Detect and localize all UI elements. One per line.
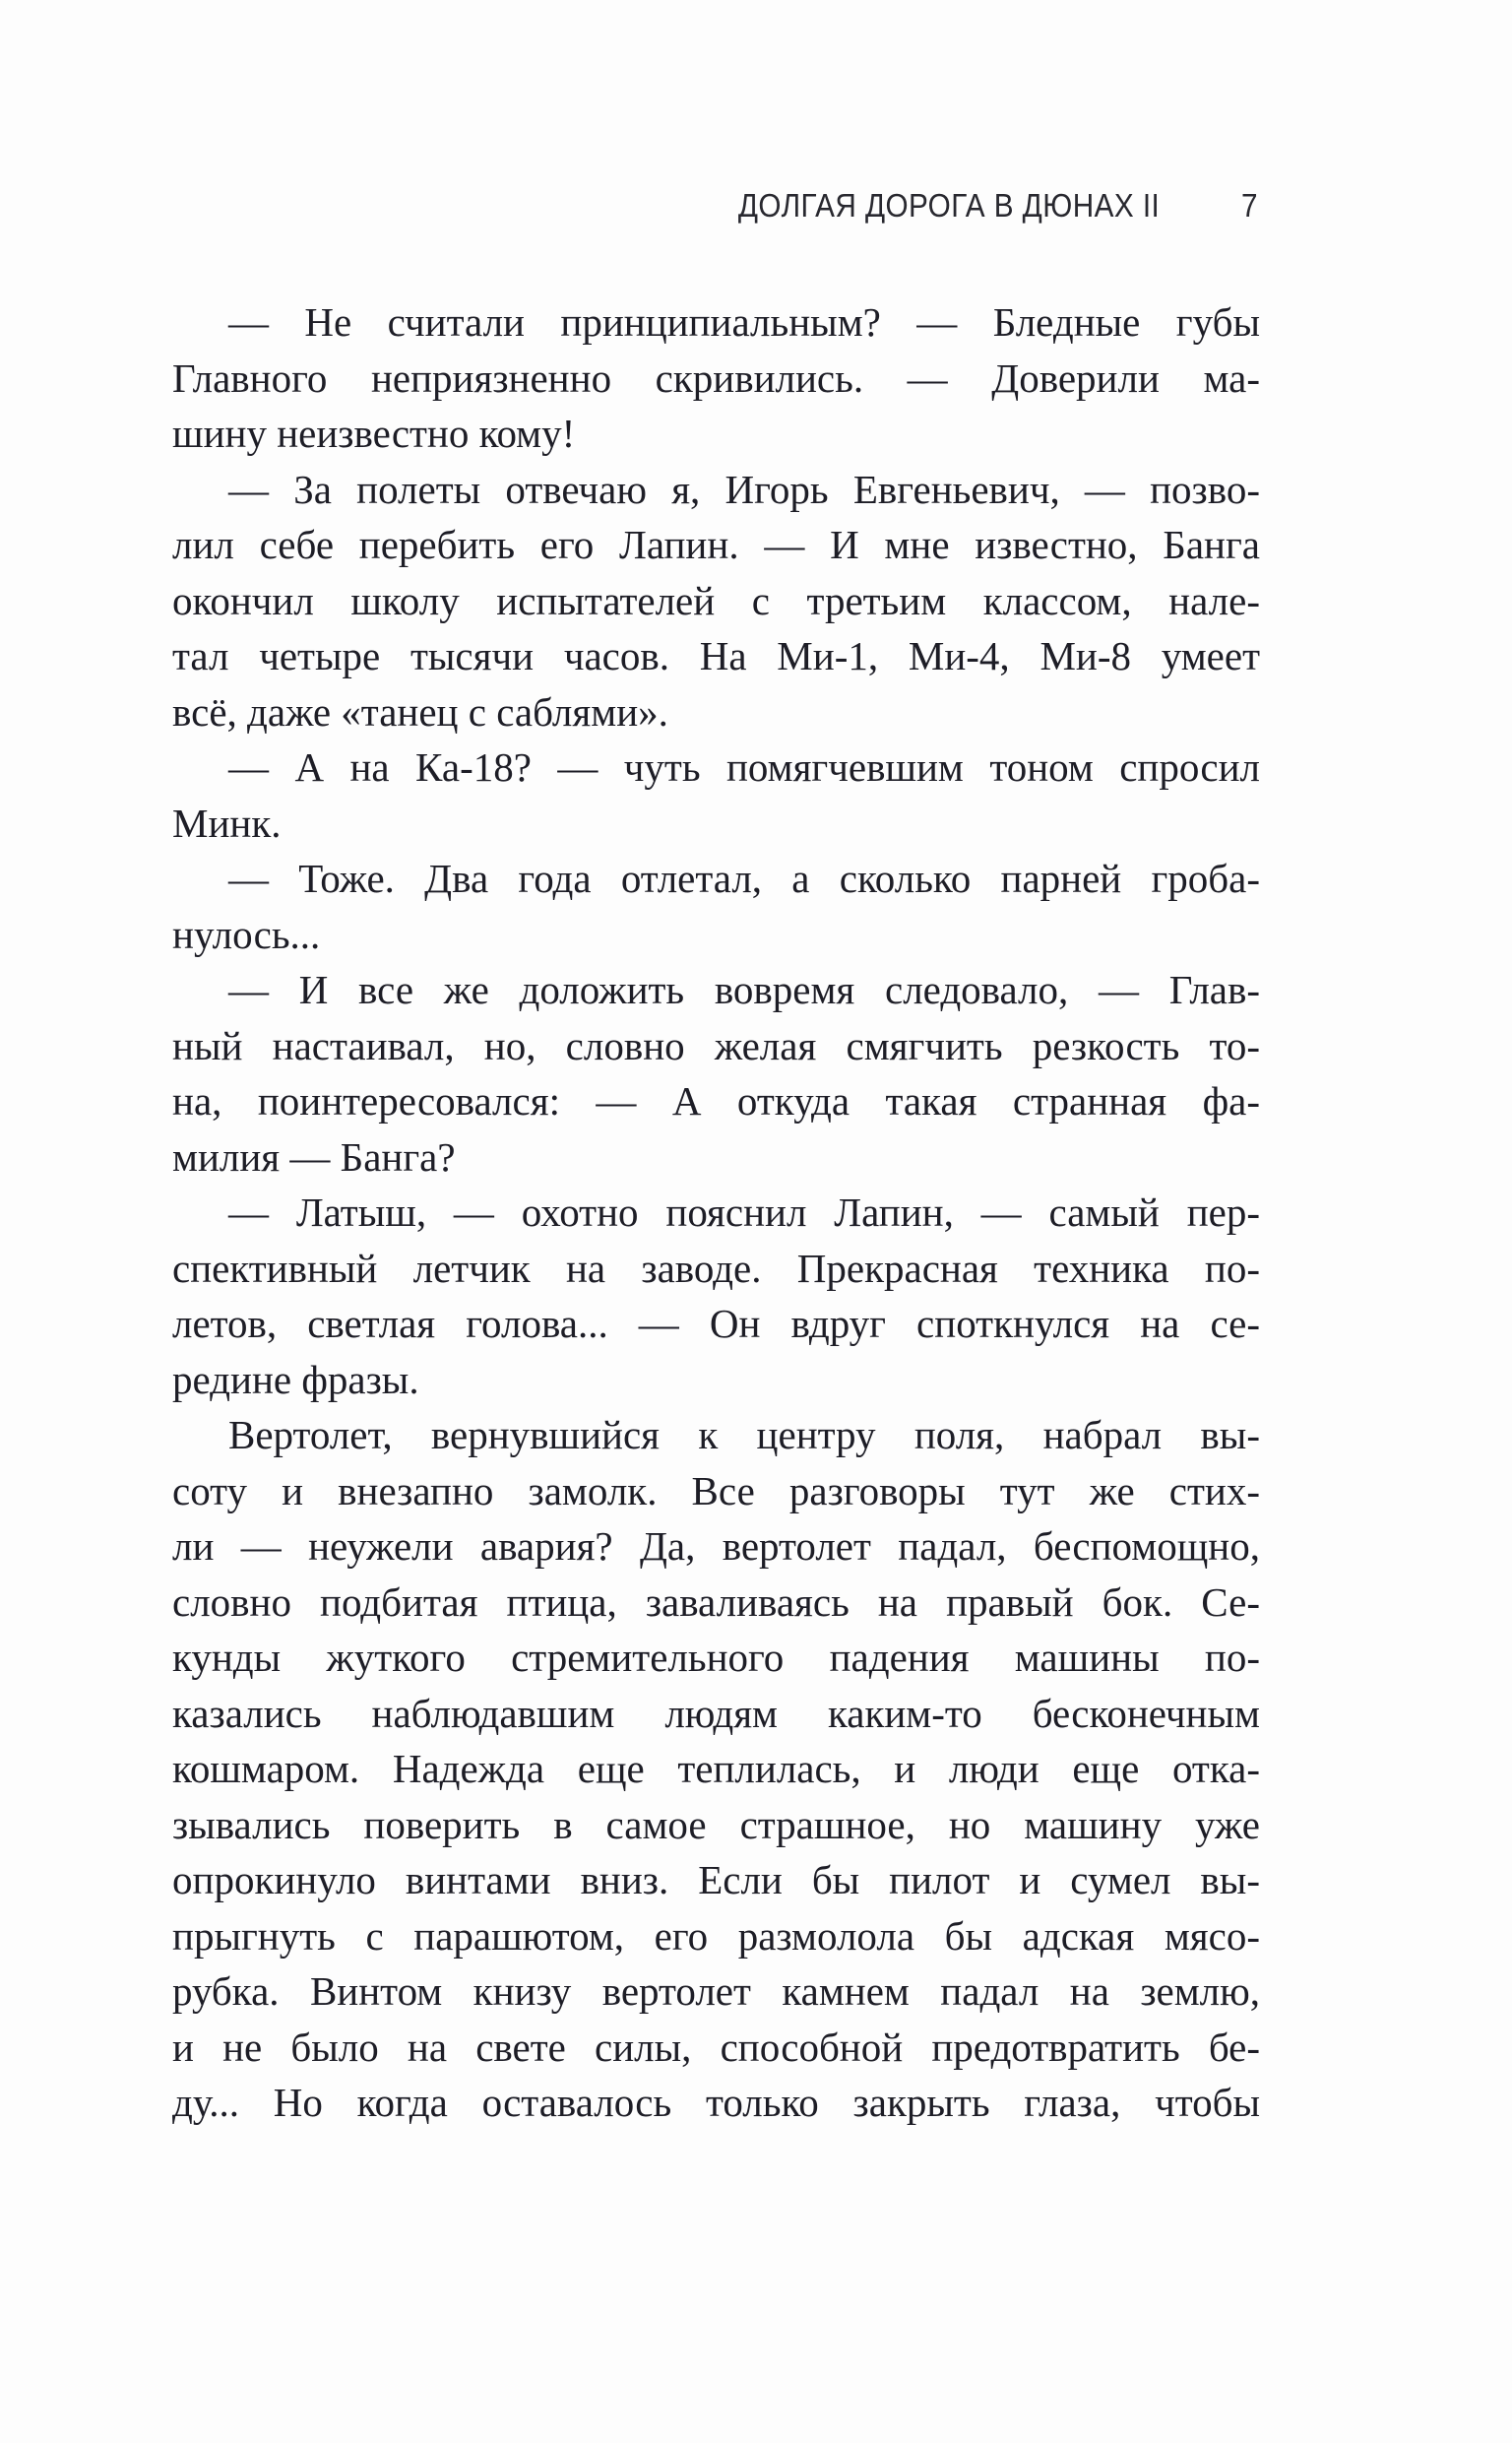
text-line: Вертолет, вернувшийся к центру поля, набрал вы-: [228, 1412, 1260, 1457]
text-line: летов, светлая голова... — Он вдруг споткнулся на се-: [172, 1301, 1260, 1346]
text-line: ный настаивал, но, словно желая смягчить резкость то-: [172, 1022, 1260, 1068]
paragraph: [172, 462, 1260, 740]
text-line: окончил школу испытателей с третьим классом, нале-: [172, 577, 1260, 623]
text-line: ли — неужели авария? Да, вертолет падал, беспомощно,: [172, 1523, 1260, 1569]
text-line: соту и внезапно замолк. Все разговоры тут же стих-: [172, 1467, 1260, 1513]
text-line: — Тоже. Два года отлетал, а сколько парней гроба-: [228, 856, 1260, 901]
text-line: и не было на свете силы, способной предотвратить бе-: [172, 2024, 1260, 2070]
text-line: — А на Ка-18? — чуть помягчевшим тоном спросил: [228, 744, 1260, 790]
text-line: Главного неприязненно скривились. — Доверили ма-: [172, 354, 1260, 401]
text-line: Минк.: [172, 800, 282, 846]
paragraph: [172, 1407, 1260, 2131]
text-line: милия — Банга?: [172, 1133, 456, 1180]
text-line: словно подбитая птица, заваливаясь на правый бок. Се-: [172, 1578, 1260, 1625]
paragraph: [172, 1185, 1260, 1407]
text-line: прыгнуть с парашютом, его размолола бы адская мясо-: [172, 1912, 1260, 1959]
text-line: кунды жуткого стремительного падения машины по-: [172, 1635, 1260, 1680]
text-line: кошмаром. Надежда еще теплилась, и люди еще отка-: [172, 1746, 1260, 1791]
text-line: редине фразы.: [172, 1356, 419, 1402]
book-title: ДОЛГАЯ ДОРОГА В ДЮНАХ II: [737, 187, 1161, 224]
text-line: зывались поверить в самое страшное, но машину уже: [172, 1801, 1260, 1847]
text-line: на, поинтересовался: — А откуда такая странная фа-: [172, 1078, 1260, 1124]
text-line: шину неизвестно кому!: [172, 411, 576, 456]
text-line: всё, даже «танец с саблями».: [172, 688, 668, 735]
text-line: рубка. Винтом книзу вертолет камнем падал на землю,: [172, 1968, 1260, 2014]
text-line: спективный летчик на заводе. Прекрасная техника по-: [172, 1245, 1260, 1291]
text-line: — За полеты отвечаю я, Игорь Евгеньевич, — позво-: [228, 466, 1260, 512]
text-line: — Латыш, — охотно пояснил Лапин, — самый пер-: [228, 1189, 1260, 1235]
page-number: 7: [1241, 187, 1258, 224]
page-text: [172, 294, 1260, 2131]
text-line: — Не считали принципиальным? — Бледные губы: [228, 299, 1260, 345]
text-line: — И все же доложить вовремя следовало, — Глав-: [228, 967, 1260, 1012]
paragraph: [172, 739, 1260, 851]
text-line: лил себе перебить его Лапин. — И мне известно, Банга: [172, 522, 1260, 567]
paragraph: [172, 851, 1260, 962]
text-line: ду... Но когда оставалось только закрыть глаза, чтобы: [172, 2080, 1260, 2125]
page-header: [126, 187, 1258, 225]
paragraph: [172, 294, 1260, 462]
text-line: тал четыре тысячи часов. На Ми-1, Ми-4, Ми-8 умеет: [172, 633, 1260, 678]
text-line: опрокинуло винтами вниз. Если бы пилот и сумел вы-: [172, 1857, 1260, 1902]
text-line: казались наблюдавшим людям каким-то бесконечным: [172, 1690, 1260, 1736]
paragraph: [172, 962, 1260, 1185]
text-line: нулось...: [172, 911, 321, 957]
